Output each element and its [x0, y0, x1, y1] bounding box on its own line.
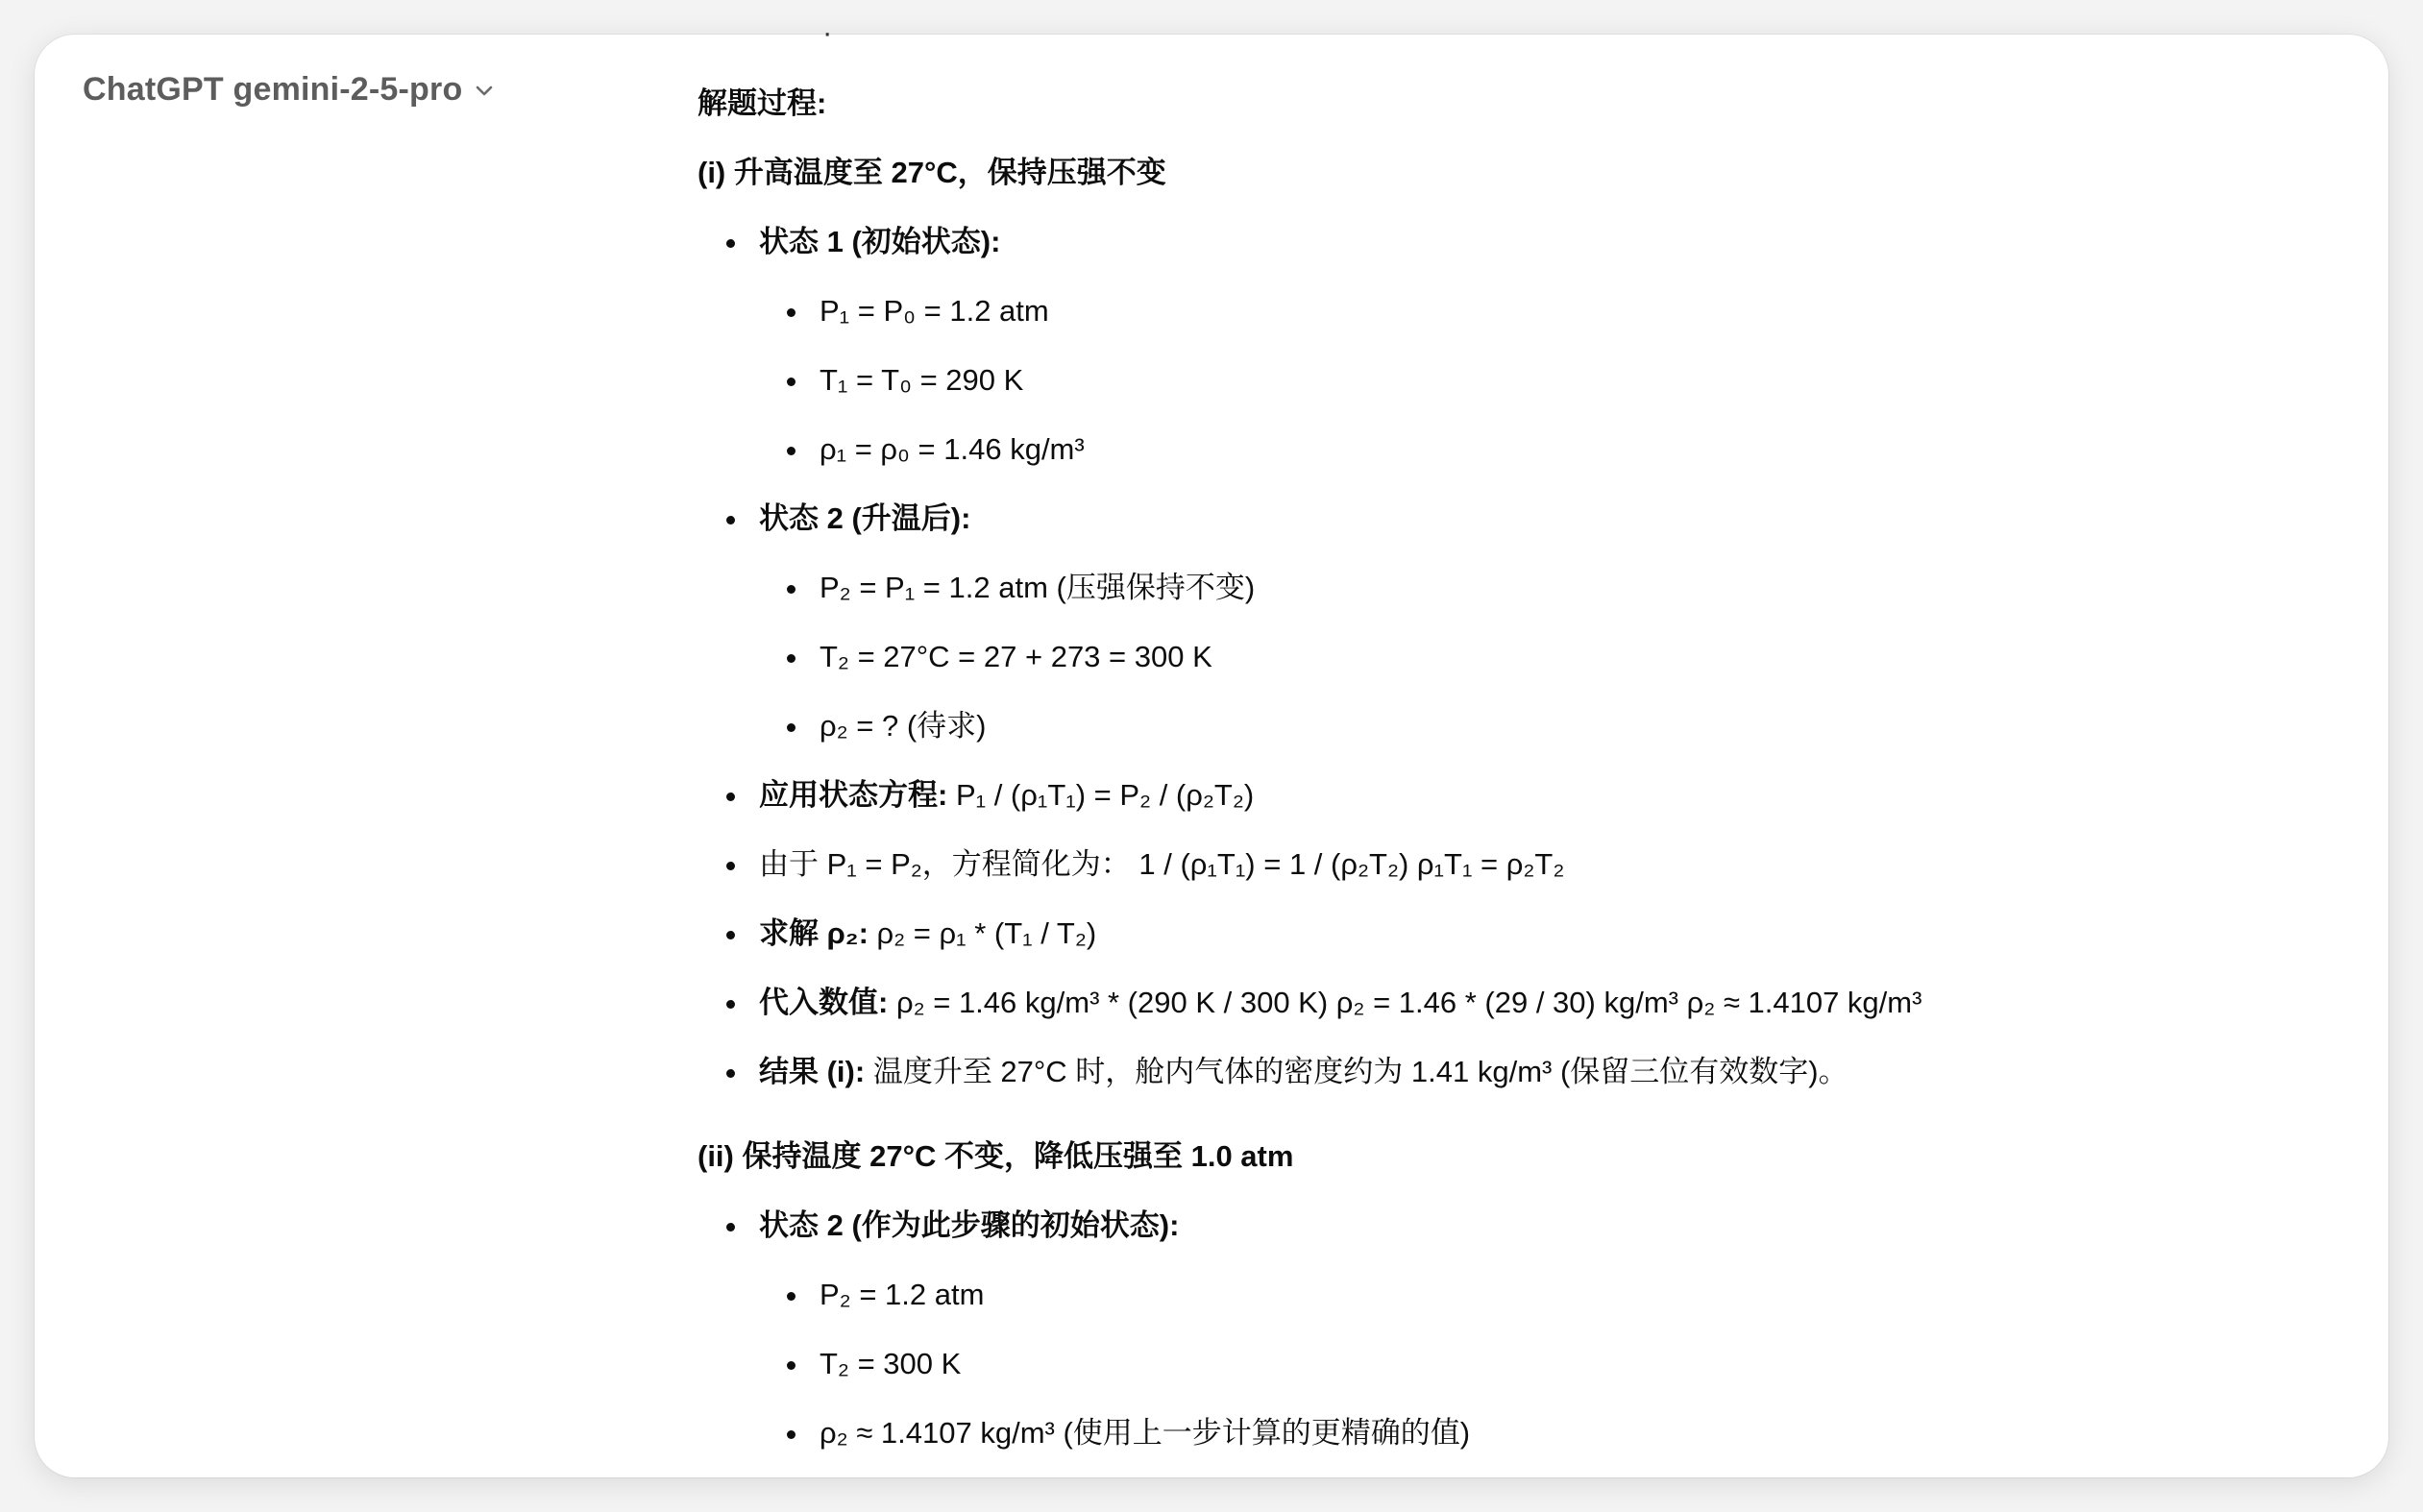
state2-label: 状态 2 (升温后): — [759, 501, 971, 535]
list-item: T₂ = 27°C = 27 + 273 = 300 K — [820, 640, 1212, 673]
simplify-line: 由于 P₁ = P₂，方程简化为： 1 / (ρ₁T₁) = 1 / (ρ₂T₂) ρ₁T₁ = ρ₂T₂ — [759, 847, 1565, 881]
equation-line — [759, 776, 1254, 815]
bullet — [787, 585, 795, 594]
list-item: ρ₁ = ρ₀ = 1.46 kg/m³ — [820, 432, 1085, 466]
bullet — [726, 931, 735, 939]
cutoff-text: · — [822, 15, 833, 49]
bullet — [726, 862, 735, 870]
list-item: P₁ = P₀ = 1.2 atm — [820, 294, 1049, 328]
bullet — [726, 793, 735, 801]
bullet — [787, 723, 795, 732]
bullet — [726, 1069, 735, 1078]
bullet — [787, 447, 795, 455]
list-item: ρ₂ = ? (待求) — [820, 709, 987, 743]
state1-label: 状态 1 (初始状态): — [759, 225, 1001, 258]
equation-text: P₁ / (ρ₁T₁) = P₂ / (ρ₂T₂) — [947, 778, 1255, 812]
result-line — [759, 1053, 1848, 1091]
bullet — [726, 239, 735, 248]
model-name: ChatGPT gemini-2-5-pro — [83, 71, 463, 108]
list-item: P₂ = 1.2 atm — [820, 1278, 985, 1311]
chat-window — [35, 15, 2388, 1477]
result-label: 结果 (i): — [759, 1055, 866, 1088]
substitute-text: ρ₂ = 1.46 kg/m³ * (290 K / 300 K) ρ₂ = 1.46 * (29 / 30) kg/m³ ρ₂ ≈ 1.4107 kg/m³ — [888, 986, 1922, 1019]
bullet — [787, 308, 795, 317]
part1-heading: (i) 升高温度至 27°C，保持压强不变 — [698, 156, 1166, 189]
equation-label: 应用状态方程: — [759, 778, 948, 812]
bullet — [787, 1361, 795, 1370]
result-text: 温度升至 27°C 时，舱内气体的密度约为 1.41 kg/m³ (保留三位有效数字)。 — [865, 1055, 1848, 1088]
bullet — [726, 516, 735, 524]
bullet — [726, 1223, 735, 1232]
substitute-line — [759, 984, 1921, 1022]
list-item: T₂ = 300 K — [820, 1347, 962, 1380]
list-item: P₂ = P₁ = 1.2 atm (压强保持不变) — [820, 571, 1256, 604]
chevron-down-icon — [474, 80, 495, 101]
bullet — [787, 654, 795, 663]
part2-heading: (ii) 保持温度 27°C 不变，降低压强至 1.0 atm — [698, 1139, 1294, 1173]
list-item: T₁ = T₀ = 290 K — [820, 363, 1024, 397]
bullet — [787, 378, 795, 386]
bullet — [787, 1292, 795, 1301]
part2-state2-label: 状态 2 (作为此步骤的初始状态): — [759, 1208, 1180, 1242]
solve-line — [759, 915, 1096, 953]
section-title: 解题过程: — [698, 86, 827, 120]
substitute-label: 代入数值: — [759, 986, 889, 1019]
bullet — [726, 1000, 735, 1009]
solve-text: ρ₂ = ρ₁ * (T₁ / T₂) — [868, 916, 1097, 950]
solve-label: 求解 ρ₂: — [759, 916, 869, 950]
bullet — [787, 1430, 795, 1439]
list-item: ρ₂ ≈ 1.4107 kg/m³ (使用上一步计算的更精确的值) — [820, 1416, 1471, 1450]
model-selector[interactable] — [71, 63, 506, 116]
